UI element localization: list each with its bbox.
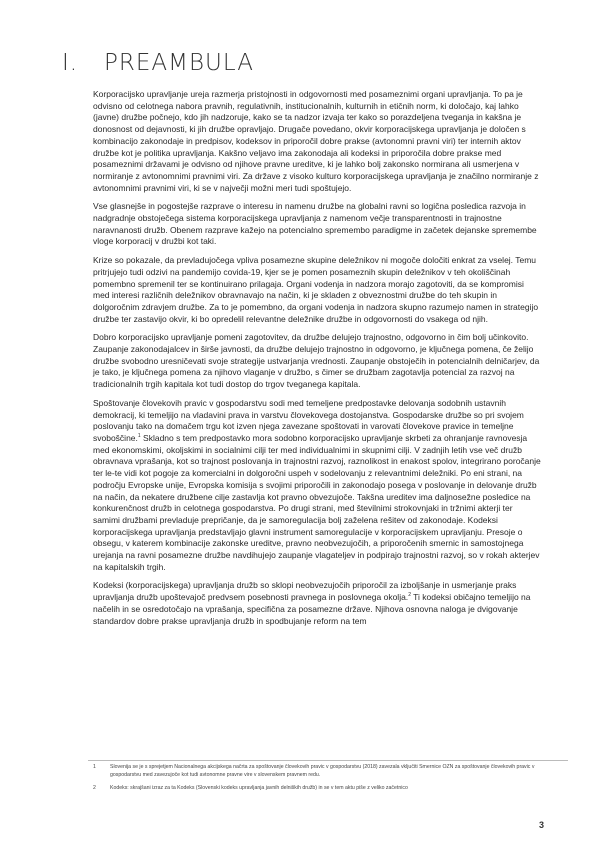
footnote-number: 1: [93, 764, 96, 770]
paragraph-text: Kodeksi (korporacijskega) upravljanja družb so sklopi neobvezujočih priporočil za izboljšanje in usmerjanje praks upravljanja družb upoštevajoč predvsem posebnosti pravnega in poslovnega okolja.: [93, 580, 517, 603]
paragraph-text: Ti kodeksi običajno temeljijo na načelih in se osredotočajo na vprašanja, specifična za posamezne države. Njihova osnovna naloga je dvigovanje standardov dobre prakse upravljanja družb in spodbujanje reform na tem: [93, 592, 531, 626]
paragraph-text: Spoštovanje človekovih pravic v gospodarstvu sodi med temeljene predpostavke delovanja sodobnih ustavnih demokracij, ki temeljijo na vladavini prava in varstvu človekovega dostojanstva. Gospodarske družbe so pri svojem poslovanju tako na domačem trgu kot izven njega zavezane spoštovati in varovati človekove pravice in temeljne svoboščine.: [93, 397, 524, 443]
paragraph: [93, 89, 541, 194]
paragraph: [93, 255, 541, 325]
paragraph-text: Skladno s tem predpostavko mora sodobno korporacijsko upravljanje skrbeti za ohranjanje ravnovesja med ekonomskimi, okoljskimi in socialnimi cilji ter med individualnimi in skupnimi cilji. V zadnjih letih vse več družb obravnava vprašanja, kot so trajnost poslovanja in trajnostni razvoj, raznolikost in enakost spolov, integrirano poročanje ter le-te vidi kot pogoje za komercialni in dolgoročni uspeh v sodelovanju z relevantnimi deležniki. Po eni strani, na področju Evropske unije, Evropska komisija s svojimi priporočili in zakonodajo posega v poslovanje in delovanje družb na način, da nekatere družbene cilje zastavlja kot pravno obvezujoče. Takšna ureditev ima daljnosežne posledice na konkurenčnost družb in celotnega gospodarstva. Po drugi strani, med številnimi strokovnjaki in tržnimi akterji ter samimi družbami prevladuje prepričanje, da je samoregulacija bolj zaželena rešitev od zakonodaje. Kodeksi korporacijskega upravljanja predstavljajo glavni instrument samoregulacije v korporacijskem upravljanju. Presoje o obsegu, v katerem kombinacije zakonske ureditve, pravno neobvezujočih, a priporočenih smernic in samostojnega urejanja na ravni posamezne družbe navdihujejo zaupanje vlagateljev in podpirajo trajnostni razvoj, so v rokah akterjev na kapitalskih trgih.: [93, 432, 541, 572]
footnote: [93, 763, 548, 779]
paragraph-text: Vse glasnejše in pogostejše razprave o interesu in namenu družbe na globalni ravni so logična posledica razvoja in nadgradnje obstoječega sistema korporacijskega upravljanja z namenom večje transparentnosti in trajnostne naravnanosti družb. Obenem razprave kažejo na potencialno spremembo paradigme in začetek dejanske spremembe vloge korporacij v družbi kot taki.: [93, 201, 537, 247]
section-number: I.: [62, 50, 79, 76]
paragraph: [93, 580, 541, 627]
body-text: [93, 89, 541, 634]
section-heading: [62, 50, 254, 76]
footnote-ref[interactable]: 2: [408, 592, 411, 599]
paragraph-text: Krize so pokazale, da prevladujočega vpliva posamezne skupine deležnikov ni mogoče določiti enkrat za vselej. Temu pritrjujejo tudi odzivi na pandemijo covida-19, kjer se je pomen posameznih skupin deležnikov v teh okoliščinah pomembno spremenil ter se kontinuirano prilagaja. Organi vodenja in nadzora morajo zagotoviti, da se kompromisi med interesi različnih deležnikov obravnavajo na način, ki je skladen z obveznostmi družbe do teh skupin in dolgoročnim zdravjem družbe. Za to je pomembno, da organi vodenja in nadzora skupno razumejo namen in strategijo družbe ter zastavijo okvir, ki bo opredelil relevantne deležnike družbe in odgovornosti do vsakega od njih.: [93, 255, 539, 324]
footnote-text: Kodeks: skrajšani izraz za ta Kodeks (Slovenski kodeks upravljanja javnih delniških družb) in se v tem aktu piše z veliko začetnico: [110, 785, 408, 791]
paragraph: [93, 201, 541, 248]
footnotes: [93, 763, 548, 797]
paragraph: [93, 398, 541, 574]
footnote: [93, 784, 548, 792]
footnote-text: Slovenija se je s sprejetjem Nacionalnega akcijskega načrta za spoštovanje človekovih pravic v gospodarstvu (2018) zavezala vključiti Smernice OZN za spoštovanje človekovih pravic v gospodarstvu med zavezujoče kot tudi avtonomne pravne vire v slovenskem pravnem redu.: [110, 764, 535, 778]
footnote-number: 2: [93, 785, 96, 791]
footnote-ref[interactable]: 1: [137, 433, 141, 440]
section-title: PREAMBULA: [104, 50, 254, 76]
paragraph-text: Dobro korporacijsko upravljanje pomeni zagotovitev, da družbe delujejo trajnostno, odgovorno in čim bolj učinkovito. Zaupanje zakonodajalcev in širše javnosti, da družbe delujejo trajnostno in odgovorno, je ključnega pomena, če želijo družbe svobodno uresničevati svoje strategije ustvarjanja vrednosti. Zaupanje obstoječih in potencialnih delničarjev, da je tako, je ključnega pomena za njihovo vlaganje v družbo, s čimer se družbam zagotavlja potencial za razvoj na tradicionalnih trgih kapitala kot tudi dostop do trgov tveganega kapitala.: [93, 332, 540, 390]
paragraph: [93, 332, 541, 391]
page-number: 3: [539, 820, 545, 830]
footnote-divider: [88, 760, 568, 761]
paragraph-text: Korporacijsko upravljanje ureja razmerja pristojnosti in odgovornosti med posameznimi organi upravljanja. To pa je odvisno od celotnega nabora pravnih, regulativnih, institucionalnih, kulturnih in etičnih norm, ki določajo, kaj lahko (javne) družbe počnejo, kdo jih nadzoruje, kako se ta nadzor izvaja ter kako so porazdeljena tveganja in kakšna je donosnost od dejavnosti, ki jih družbe opravljajo. Drugače povedano, okvir korporacijskega upravljanja je določen s kombinacijo zakonodaje in predpisov, kodeksov in priporočil dobre prakse (avtonomni pravni viri) ter internih aktov družbe kot je politika upravljanja. Kakšno veljavo ima zakonodaja ali kodeksi in priporočila dobre prakse med posameznimi državami je odvisno od njihove pravne ureditve, ki je lahko bolj zakonsko normirana ali usmerjena v normiranje z avtonomnimi pravnimi viri. Za države z visoko kulturo korporacijskega upravljanja je značilno normiranje z avtonomnimi pravnimi viri, ki se v največji možni meri tudi spoštujejo.: [93, 89, 539, 193]
